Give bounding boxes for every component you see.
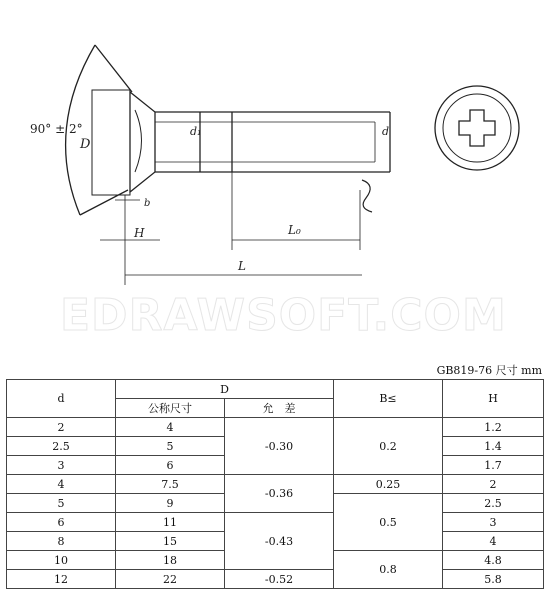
header-D-nominal: 公称尺寸 [116, 399, 225, 418]
cell-D-tolerance: -0.52 [225, 570, 334, 589]
cell-D-nominal: 15 [116, 532, 225, 551]
table-row [7, 570, 544, 589]
cell-d: 4 [7, 475, 116, 494]
label-d: d [382, 125, 390, 138]
screw-head [130, 92, 155, 192]
cell-d: 12 [7, 570, 116, 589]
phillips-cross [459, 110, 495, 146]
cell-D-tolerance: -0.36 [225, 475, 334, 513]
cell-H: 4 [443, 532, 544, 551]
cell-H: 1.4 [443, 437, 544, 456]
watermark: EDRAWSOFT.COM [60, 290, 507, 341]
cell-D-nominal: 18 [116, 551, 225, 570]
cell-D-tolerance: -0.30 [225, 418, 334, 475]
angle-leader-bottom [80, 190, 128, 215]
cell-d: 3 [7, 456, 116, 475]
angle-label: 90° ± 2° [30, 122, 83, 136]
angle-leader-top [95, 45, 132, 92]
cell-d: 6 [7, 513, 116, 532]
cell-D-nominal: 9 [116, 494, 225, 513]
cell-H: 4.8 [443, 551, 544, 570]
table-row [7, 475, 544, 494]
header-H: H [443, 380, 544, 418]
header-D-tolerance: 允 差 [225, 399, 334, 418]
cell-H: 5.8 [443, 570, 544, 589]
cell-d: 2.5 [7, 437, 116, 456]
cell-H: 1.2 [443, 418, 544, 437]
top-view-outer [435, 86, 519, 170]
header-D: D [116, 380, 334, 399]
head-recess [135, 110, 142, 172]
label-D: D [80, 137, 91, 152]
table-row [7, 513, 544, 532]
cell-D-nominal: 5 [116, 437, 225, 456]
label-L0: L₀ [288, 223, 301, 237]
dimension-table [6, 379, 544, 589]
cell-D-nominal: 22 [116, 570, 225, 589]
label-d1: d₁ [190, 125, 202, 138]
cell-D-nominal: 7.5 [116, 475, 225, 494]
cell-H: 3 [443, 513, 544, 532]
cell-d: 10 [7, 551, 116, 570]
cell-D-nominal: 4 [116, 418, 225, 437]
cell-B: 0.25 [334, 475, 443, 494]
cell-D-nominal: 11 [116, 513, 225, 532]
table-caption: GB819-76 尺寸 mm [436, 364, 542, 377]
cell-B: 0.5 [334, 494, 443, 551]
cell-d: 8 [7, 532, 116, 551]
cell-D-nominal: 6 [116, 456, 225, 475]
cell-d: 2 [7, 418, 116, 437]
cell-H: 2.5 [443, 494, 544, 513]
cell-d: 5 [7, 494, 116, 513]
cell-D-tolerance: -0.43 [225, 513, 334, 570]
table-row [7, 418, 544, 437]
header-d: d [7, 380, 116, 418]
cell-H: 2 [443, 475, 544, 494]
screw-head-extension [92, 90, 130, 195]
label-L: L [238, 259, 246, 273]
cell-B: 0.8 [334, 551, 443, 589]
cell-H: 1.7 [443, 456, 544, 475]
label-b: b [144, 198, 151, 209]
top-view-inner [443, 94, 511, 162]
label-H: H [134, 226, 145, 240]
break-mark [362, 180, 372, 212]
header-B: B≤ [334, 380, 443, 418]
cell-B: 0.2 [334, 418, 443, 475]
